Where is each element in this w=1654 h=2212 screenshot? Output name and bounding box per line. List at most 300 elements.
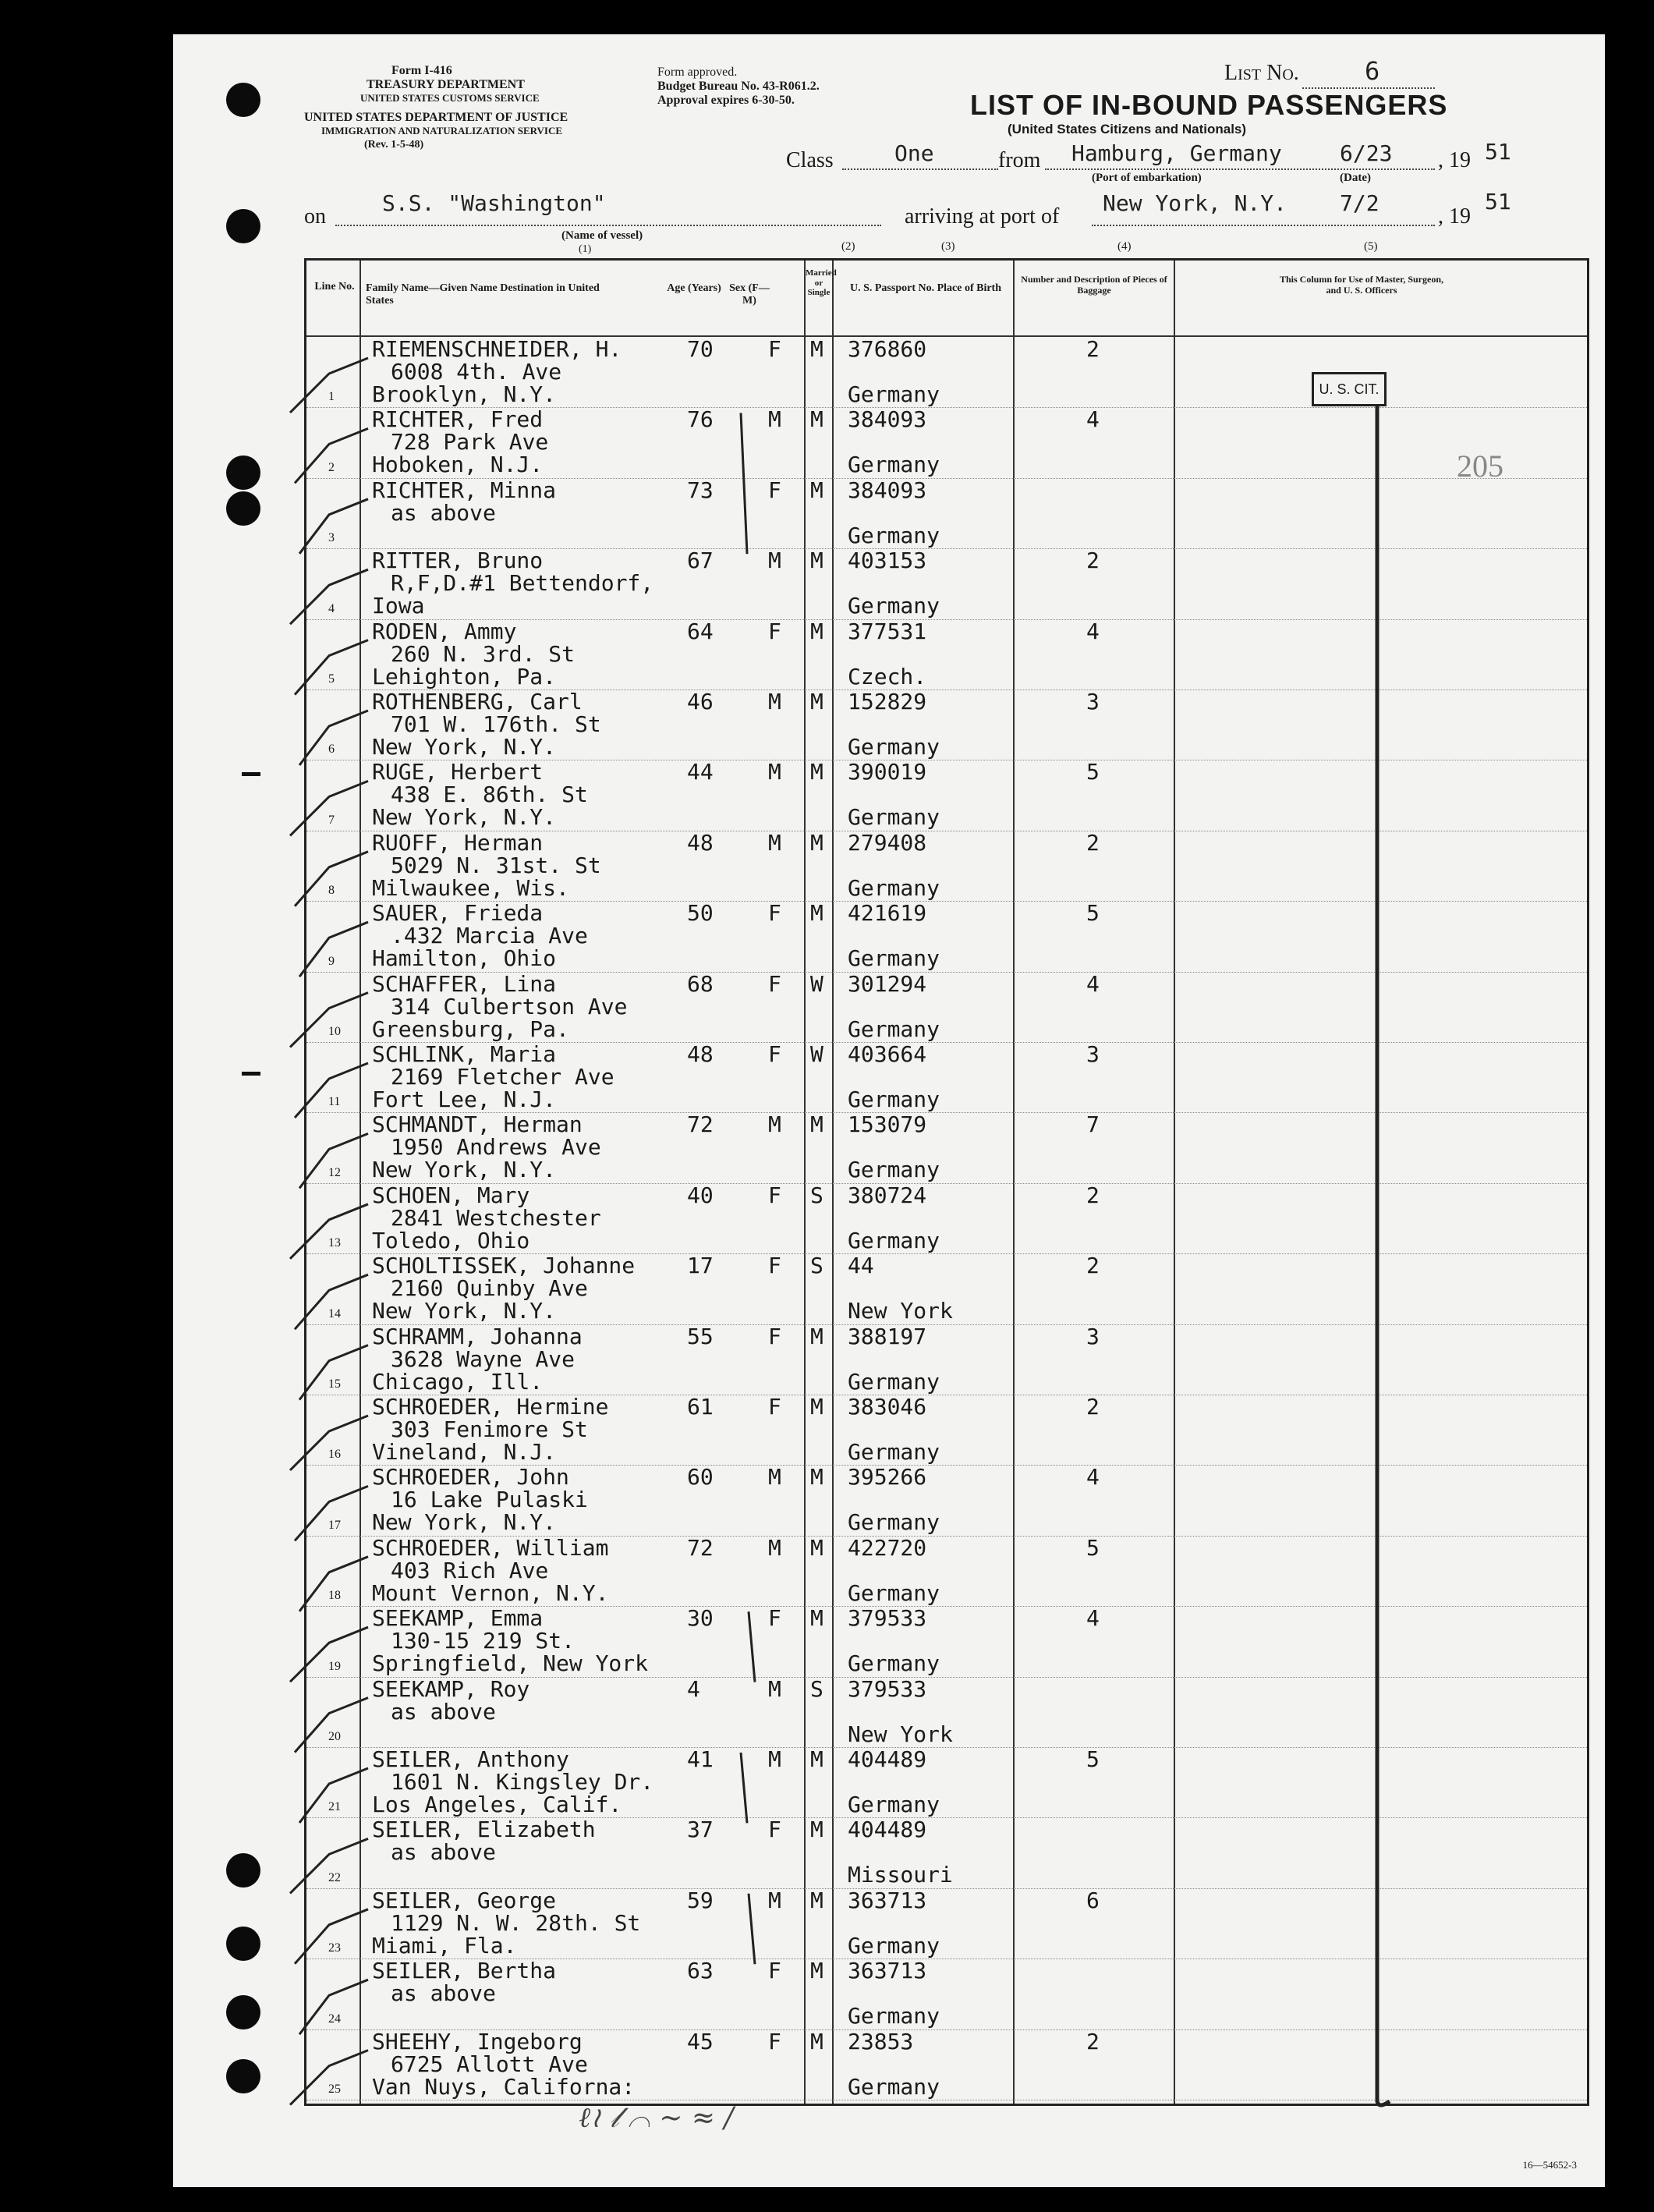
- passenger-age: 67: [687, 548, 714, 574]
- list-no-label: List No.: [1224, 61, 1299, 85]
- passenger-line-number: 7: [328, 813, 335, 827]
- passenger-name: SHEEHY, Ingeborg: [372, 2028, 583, 2054]
- passenger-city: Hamilton, Ohio: [372, 945, 557, 972]
- passenger-address: 3628 Wayne Ave: [391, 1345, 576, 1372]
- place-of-birth: Germany: [848, 1087, 940, 1112]
- passenger-address: 1601 N. Kingsley Dr.: [391, 1769, 654, 1795]
- passenger-age: 30: [687, 1605, 714, 1632]
- passenger-city: Lehighton, Pa.: [372, 663, 557, 689]
- passenger-age: 40: [687, 1182, 714, 1208]
- passenger-sex: F: [768, 1817, 781, 1843]
- passenger-marital-status: M: [810, 689, 823, 714]
- customs-service: UNITED STATES CUSTOMS SERVICE: [360, 92, 540, 104]
- header-age: Age (Years): [667, 282, 721, 294]
- passport-number: 153079: [848, 1111, 927, 1138]
- passenger-city: Hoboken, N.J.: [372, 452, 544, 478]
- passenger-marital-status: M: [810, 900, 823, 927]
- approval-expiry: Approval expires 6-30-50.: [657, 94, 795, 107]
- group-bracket: [749, 1611, 755, 1682]
- passenger-line-number: 15: [328, 1377, 341, 1391]
- place-of-birth: New York: [848, 1721, 953, 1747]
- place-of-birth: Germany: [848, 1792, 940, 1817]
- passenger-sex: F: [768, 1605, 781, 1632]
- form-approved: Form approved.: [657, 66, 738, 79]
- passenger-sex: M: [768, 1534, 781, 1561]
- passenger-marital-status: M: [810, 1746, 823, 1772]
- passenger-sex: M: [768, 1111, 781, 1138]
- place-of-birth: New York: [848, 1298, 953, 1324]
- on-label: on: [304, 204, 326, 229]
- passenger-marital-status: W: [810, 1041, 823, 1067]
- passenger-line-number: 17: [328, 1518, 341, 1532]
- passport-number: 404489: [848, 1817, 927, 1843]
- baggage-count: 3: [1086, 1041, 1100, 1067]
- passenger-name: SEILER, Bertha: [372, 1958, 557, 1984]
- passenger-city: Milwaukee, Wis.: [372, 874, 569, 901]
- vessel-caption: (Name of vessel): [561, 229, 643, 242]
- passenger-marital-status: M: [810, 477, 823, 503]
- passenger-sex: F: [768, 2028, 781, 2054]
- passenger-age: 55: [687, 1323, 714, 1349]
- passenger-age: 76: [687, 406, 714, 433]
- baggage-count: 2: [1086, 1182, 1100, 1208]
- passenger-age: 50: [687, 900, 714, 927]
- passenger-sex: M: [768, 1464, 781, 1491]
- passenger-city: New York, N.Y.: [372, 1509, 557, 1536]
- binder-hole: [226, 456, 260, 490]
- passport-number: 363713: [848, 1887, 927, 1913]
- passenger-city: Toledo, Ohio: [372, 1227, 530, 1253]
- passenger-age: 59: [687, 1887, 714, 1913]
- arrival-date: 7/2: [1340, 190, 1380, 216]
- passenger-sex: F: [768, 1394, 781, 1420]
- passenger-marital-status: M: [810, 759, 823, 785]
- passport-number: 422720: [848, 1534, 927, 1561]
- baggage-count: 5: [1086, 900, 1100, 927]
- passenger-age: 70: [687, 336, 714, 362]
- baggage-count: 4: [1086, 1605, 1100, 1632]
- passenger-marital-status: S: [810, 1253, 823, 1279]
- passenger-address: 314 Culbertson Ave: [391, 993, 628, 1019]
- binder-hole: [226, 1853, 260, 1888]
- baggage-count: 3: [1086, 689, 1100, 714]
- place-of-birth: Germany: [848, 1157, 940, 1183]
- passenger-address: as above: [391, 1839, 496, 1866]
- vessel-col-number: (1): [579, 243, 592, 255]
- arrival-port: New York, N.Y.: [1103, 190, 1287, 216]
- passenger-sex: F: [768, 1323, 781, 1349]
- baggage-count: 5: [1086, 1746, 1100, 1772]
- place-of-birth: Germany: [848, 1227, 940, 1253]
- passenger-marital-status: M: [810, 618, 823, 644]
- passenger-name: SEEKAMP, Roy: [372, 1675, 530, 1702]
- passenger-name: SCHMANDT, Herman: [372, 1111, 583, 1138]
- passenger-line-number: 22: [328, 1870, 341, 1884]
- passenger-city: Mount Vernon, N.Y.: [372, 1579, 609, 1606]
- passport-number: 380724: [848, 1182, 927, 1208]
- passenger-age: 72: [687, 1111, 714, 1138]
- passport-number: 363713: [848, 1958, 927, 1984]
- passenger-marital-status: W: [810, 970, 823, 997]
- baggage-count: 2: [1086, 336, 1100, 362]
- passenger-address: 1950 Andrews Ave: [391, 1134, 601, 1161]
- passport-number: 377531: [848, 618, 927, 644]
- place-of-birth: Germany: [848, 381, 940, 407]
- passenger-line-number: 5: [328, 672, 335, 686]
- passenger-marital-status: M: [810, 1534, 823, 1561]
- passenger-age: 48: [687, 1041, 714, 1067]
- passenger-line-number: 20: [328, 1729, 341, 1743]
- passenger-sex: M: [768, 548, 781, 574]
- place-of-birth: Germany: [848, 734, 940, 760]
- passport-number: 403153: [848, 548, 927, 574]
- passport-number: 384093: [848, 477, 927, 503]
- passenger-marital-status: M: [810, 829, 823, 856]
- group-bracket: [749, 1894, 755, 1964]
- baggage-count: 2: [1086, 1253, 1100, 1279]
- passenger-age: 45: [687, 2028, 714, 2054]
- passport-number: 404489: [848, 1746, 927, 1772]
- arrival-year: 51: [1485, 189, 1511, 214]
- passenger-marital-status: S: [810, 1182, 823, 1208]
- passenger-name: RUGE, Herbert: [372, 759, 544, 785]
- place-of-birth: Germany: [848, 593, 940, 619]
- passenger-city: Vineland, N.J.: [372, 1439, 557, 1465]
- passport-number: 403664: [848, 1041, 927, 1067]
- binder-hole: [226, 491, 260, 526]
- passenger-city: Miami, Fla.: [372, 1932, 517, 1959]
- passenger-city: Springfield, New York: [372, 1650, 649, 1677]
- passenger-age: 4: [687, 1675, 700, 1702]
- passenger-address: 1129 N. W. 28th. St: [391, 1909, 641, 1936]
- passenger-line-number: 14: [328, 1306, 341, 1320]
- port-embark-caption: (Port of embarkation): [1092, 172, 1202, 184]
- from-underline: [1045, 168, 1435, 170]
- binder-hole: [226, 1995, 260, 2029]
- place-of-birth: Germany: [848, 1368, 940, 1395]
- passenger-sex: F: [768, 900, 781, 927]
- passport-number: 23853: [848, 2028, 914, 2054]
- baggage-count: 4: [1086, 1464, 1100, 1491]
- passenger-line-number: 1: [328, 390, 335, 404]
- header-sex: Sex (F—M): [729, 282, 770, 307]
- passenger-name: RUOFF, Herman: [372, 829, 544, 856]
- passenger-address: 2160 Quinby Ave: [391, 1275, 588, 1302]
- passenger-line-number: 2: [328, 460, 335, 474]
- passenger-address: 5029 N. 31st. St: [391, 852, 601, 878]
- passenger-marital-status: M: [810, 1111, 823, 1138]
- passenger-name: RICHTER, Minna: [372, 477, 557, 503]
- passenger-age: 73: [687, 477, 714, 503]
- binder-hole: [226, 209, 260, 243]
- manifest-sheet: [173, 34, 1605, 2187]
- passenger-name: SCHROEDER, John: [372, 1464, 569, 1491]
- baggage-count: 4: [1086, 618, 1100, 644]
- passenger-marital-status: M: [810, 2028, 823, 2054]
- passenger-address: as above: [391, 1980, 496, 2007]
- passenger-age: 17: [687, 1253, 714, 1279]
- passenger-name: SEILER, George: [372, 1887, 557, 1913]
- passenger-name: SCHRAMM, Johanna: [372, 1323, 583, 1349]
- passenger-sex: F: [768, 970, 781, 997]
- form-number: Form I-416: [391, 64, 452, 77]
- passenger-line-number: 21: [328, 1800, 341, 1814]
- treasury-dept: TREASURY DEPARTMENT: [367, 78, 525, 91]
- passport-number: 379533: [848, 1605, 927, 1632]
- budget-bureau: Budget Bureau No. 43-R061.2.: [657, 80, 820, 93]
- passenger-city: Van Nuys, Californa:: [372, 2073, 636, 2100]
- passport-number: 395266: [848, 1464, 927, 1491]
- passenger-name: SEEKAMP, Emma: [372, 1605, 544, 1632]
- list-no-value: 6: [1365, 56, 1380, 86]
- passport-number: 421619: [848, 900, 927, 927]
- place-of-birth: Germany: [848, 1579, 940, 1606]
- passenger-address: 2169 Fletcher Ave: [391, 1064, 614, 1090]
- passenger-age: 60: [687, 1464, 714, 1491]
- date-caption: (Date): [1340, 172, 1371, 184]
- passenger-name: SCHLINK, Maria: [372, 1041, 557, 1067]
- passenger-line-number: 8: [328, 884, 335, 898]
- passenger-address: 403 Rich Ave: [391, 1557, 549, 1583]
- embarkation-date: 6/23: [1340, 140, 1393, 166]
- ins: IMMIGRATION AND NATURALIZATION SERVICE: [321, 125, 563, 136]
- passenger-marital-status: M: [810, 1394, 823, 1420]
- passenger-marital-status: M: [810, 1958, 823, 1984]
- passenger-city: Chicago, Ill.: [372, 1368, 544, 1395]
- passenger-name: SEILER, Anthony: [372, 1746, 569, 1772]
- passenger-line-number: 25: [328, 2082, 341, 2096]
- passenger-name: SCHROEDER, William: [372, 1534, 609, 1561]
- baggage-count: 7: [1086, 1111, 1100, 1138]
- passenger-city: New York, N.Y.: [372, 804, 557, 831]
- binder-hole: [226, 2059, 260, 2093]
- arriving-label: arriving at port of: [905, 204, 1060, 229]
- place-of-birth: Germany: [848, 2073, 940, 2100]
- col-num-5: (5): [1364, 240, 1378, 253]
- passenger-name: SCHROEDER, Hermine: [372, 1394, 609, 1420]
- header-married: Married or Single: [806, 268, 837, 298]
- passenger-age: 41: [687, 1746, 714, 1772]
- passenger-line-number: 12: [328, 1165, 341, 1179]
- passenger-age: 46: [687, 689, 714, 714]
- col-num-2: (2): [841, 240, 855, 253]
- passenger-sex: M: [768, 1746, 781, 1772]
- passenger-sex: F: [768, 618, 781, 644]
- passenger-name: SCHOLTISSEK, Johanne: [372, 1253, 636, 1279]
- passenger-line-number: 4: [328, 601, 335, 615]
- passenger-line-number: 23: [328, 1941, 341, 1955]
- passenger-marital-status: M: [810, 1464, 823, 1491]
- passenger-address: 303 Fenimore St: [391, 1416, 588, 1442]
- page-title: LIST OF IN-BOUND PASSENGERS: [970, 89, 1448, 121]
- passport-number: 390019: [848, 759, 927, 785]
- passenger-city: Brooklyn, N.Y.: [372, 381, 557, 407]
- page-stamp: 205: [1457, 448, 1503, 484]
- passenger-sex: M: [768, 829, 781, 856]
- header-line-no: Line No.: [314, 281, 355, 292]
- passenger-marital-status: M: [810, 548, 823, 574]
- passenger-name: RICHTER, Fred: [372, 406, 544, 433]
- baggage-count: 3: [1086, 1323, 1100, 1349]
- baggage-count: 2: [1086, 548, 1100, 574]
- passport-number: 384093: [848, 406, 927, 433]
- passenger-name: RITTER, Bruno: [372, 548, 544, 574]
- margin-tick: [242, 1072, 260, 1076]
- rule-marks: [173, 346, 1605, 2140]
- passenger-age: 64: [687, 618, 714, 644]
- place-of-birth: Germany: [848, 874, 940, 901]
- passenger-line-number: 6: [328, 743, 335, 757]
- baggage-count: 2: [1086, 2028, 1100, 2054]
- place-of-birth: Czech.: [848, 663, 927, 689]
- place-of-birth: Germany: [848, 452, 940, 478]
- passenger-city: Iowa: [372, 593, 425, 619]
- from-label: from: [998, 148, 1041, 172]
- passenger-marital-status: M: [810, 1323, 823, 1349]
- passenger-name: SEILER, Elizabeth: [372, 1817, 596, 1843]
- baggage-count: 2: [1086, 1394, 1100, 1420]
- passenger-city: New York, N.Y.: [372, 1298, 557, 1324]
- place-of-birth: Germany: [848, 1650, 940, 1677]
- passenger-line-number: 10: [328, 1024, 341, 1038]
- baggage-count: 4: [1086, 970, 1100, 997]
- passenger-marital-status: M: [810, 1605, 823, 1632]
- passenger-marital-status: M: [810, 1817, 823, 1843]
- passenger-address: 2841 Westchester: [391, 1204, 601, 1231]
- passenger-sex: F: [768, 477, 781, 503]
- binder-hole: [226, 1927, 260, 1961]
- baggage-count: 4: [1086, 406, 1100, 433]
- passenger-name: SAUER, Frieda: [372, 900, 544, 927]
- place-of-birth: Germany: [848, 522, 940, 548]
- header-passport: U. S. Passport No. Place of Birth: [849, 282, 1002, 294]
- vessel-underline: [335, 225, 881, 226]
- header-name: Family Name—Given Name Destination in United States: [366, 282, 600, 307]
- place-of-birth: Germany: [848, 1509, 940, 1536]
- margin-tick: [242, 772, 260, 776]
- embark-year: 51: [1485, 139, 1511, 165]
- passenger-address: R,F,D.#1 Bettendorf,: [391, 570, 654, 597]
- passenger-city: Los Angeles, Calif.: [372, 1792, 622, 1817]
- passenger-name: ROTHENBERG, Carl: [372, 689, 583, 714]
- passenger-address: 260 N. 3rd. St: [391, 640, 576, 667]
- header-baggage: Number and Description of Pieces of Baggage: [1021, 274, 1167, 296]
- passenger-age: 72: [687, 1534, 714, 1561]
- class-label: Class: [786, 148, 834, 172]
- embark-year-prefix: , 19: [1438, 148, 1471, 172]
- place-of-birth: Missouri: [848, 1862, 953, 1888]
- passenger-address: 6725 Allott Ave: [391, 2051, 588, 2077]
- passenger-line-number: 11: [328, 1095, 341, 1109]
- arrival-underline: [1092, 225, 1435, 226]
- passenger-sex: M: [768, 406, 781, 433]
- baggage-count: 2: [1086, 829, 1100, 856]
- passenger-line-number: 19: [328, 1659, 341, 1673]
- passport-number: 383046: [848, 1394, 927, 1420]
- passenger-sex: M: [768, 1887, 781, 1913]
- passenger-name: SCHOEN, Mary: [372, 1182, 530, 1208]
- baggage-count: 5: [1086, 759, 1100, 785]
- class-value: One: [894, 140, 934, 166]
- passenger-age: 44: [687, 759, 714, 785]
- passenger-city: Fort Lee, N.J.: [372, 1087, 557, 1112]
- passport-number: 388197: [848, 1323, 927, 1349]
- passport-number: 279408: [848, 829, 927, 856]
- passenger-marital-status: M: [810, 1887, 823, 1913]
- passenger-age: 37: [687, 1817, 714, 1843]
- place-of-birth: Germany: [848, 945, 940, 972]
- doj: UNITED STATES DEPARTMENT OF JUSTICE: [304, 111, 568, 124]
- place-of-birth: Germany: [848, 1016, 940, 1042]
- passenger-sex: F: [768, 1958, 781, 1984]
- place-of-birth: Germany: [848, 1439, 940, 1465]
- passenger-line-number: 16: [328, 1448, 341, 1462]
- arrival-year-prefix: , 19: [1438, 204, 1471, 229]
- vessel-name: S.S. "Washington": [382, 190, 606, 216]
- passenger-sex: F: [768, 1253, 781, 1279]
- passenger-marital-status: S: [810, 1675, 823, 1702]
- passenger-sex: M: [768, 689, 781, 714]
- col-num-4: (4): [1117, 240, 1132, 253]
- passport-number: 152829: [848, 689, 927, 714]
- embarkation-port: Hamburg, Germany: [1071, 140, 1282, 166]
- passenger-marital-status: M: [810, 336, 823, 362]
- passport-number: 376860: [848, 336, 927, 362]
- passenger-address: 130-15 219 St.: [391, 1628, 576, 1654]
- passenger-age: 63: [687, 1958, 714, 1984]
- passenger-sex: M: [768, 759, 781, 785]
- passenger-sex: M: [768, 1675, 781, 1702]
- place-of-birth: Germany: [848, 804, 940, 831]
- baggage-count: 6: [1086, 1887, 1100, 1913]
- passenger-line-number: 9: [328, 954, 335, 968]
- passenger-sex: F: [768, 1041, 781, 1067]
- passenger-address: .432 Marcia Ave: [391, 923, 588, 949]
- passenger-address: 438 E. 86th. St: [391, 782, 588, 808]
- passenger-address: as above: [391, 1698, 496, 1725]
- passport-number: 301294: [848, 970, 927, 997]
- passenger-sex: F: [768, 336, 781, 362]
- passenger-sex: F: [768, 1182, 781, 1208]
- form-code: 16—54652-3: [1522, 2159, 1577, 2171]
- header-officers: This Column for Use of Master, Surgeon, and U. S. Officers: [1279, 274, 1443, 296]
- passenger-city: Greensburg, Pa.: [372, 1016, 569, 1042]
- place-of-birth: Germany: [848, 1932, 940, 1959]
- passenger-address: 701 W. 176th. St: [391, 711, 601, 737]
- passport-number: 44: [848, 1253, 874, 1279]
- class-underline: [842, 168, 998, 170]
- passenger-line-number: 24: [328, 2012, 341, 2026]
- passenger-name: SCHAFFER, Lina: [372, 970, 557, 997]
- passenger-address: as above: [391, 499, 496, 526]
- col-num-3: (3): [941, 240, 955, 253]
- passenger-address: 728 Park Ave: [391, 429, 549, 456]
- us-citizen-stamp: U. S. CIT.: [1312, 372, 1387, 406]
- passenger-city: New York, N.Y.: [372, 734, 557, 760]
- passenger-address: 16 Lake Pulaski: [391, 1487, 588, 1513]
- passenger-age: 61: [687, 1394, 714, 1420]
- passenger-name: RODEN, Ammy: [372, 618, 517, 644]
- page-subtitle: (United States Citizens and Nationals): [1008, 122, 1247, 136]
- passenger-city: New York, N.Y.: [372, 1157, 557, 1183]
- group-bracket: [741, 413, 747, 554]
- passenger-line-number: 13: [328, 1236, 341, 1250]
- passenger-age: 68: [687, 970, 714, 997]
- signature-scrawl: ℓ≀ 𝓁 ⌒ ~ ≈ /: [579, 2102, 734, 2134]
- passport-number: 379533: [848, 1675, 927, 1702]
- binder-hole: [226, 83, 260, 117]
- revision: (Rev. 1-5-48): [364, 139, 424, 151]
